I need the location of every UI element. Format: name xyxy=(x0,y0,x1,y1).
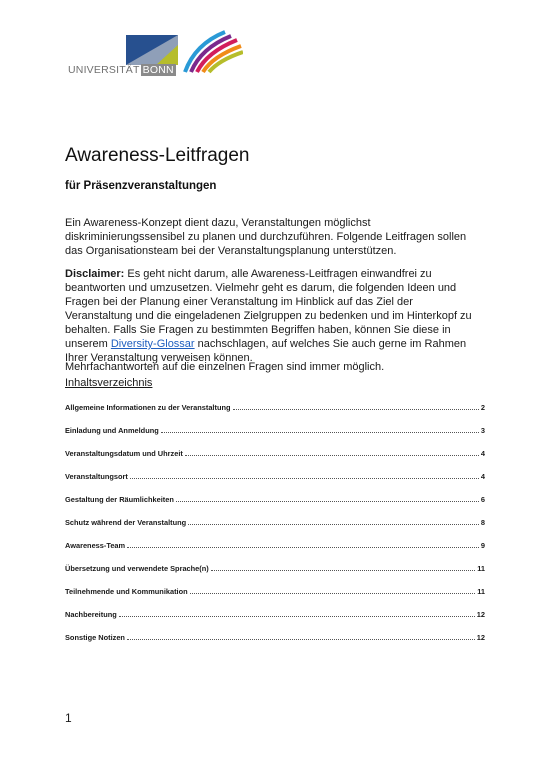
toc-dot-leader xyxy=(190,592,476,594)
logo-square-mark-icon xyxy=(126,35,178,65)
toc-item[interactable] xyxy=(65,470,485,481)
toc-item-page: 12 xyxy=(476,633,485,642)
logo-wordmark xyxy=(68,64,176,76)
intro-paragraph: Ein Awareness-Konzept dient dazu, Veranstaltungen möglichst diskriminierungssensibel zu planen und durchzuführen. Folgende Leitfragen sollen das Organisationsteam bei der Veranstaltungsplanung unterstützen. xyxy=(65,217,467,257)
toc-item-page: 8 xyxy=(480,518,485,527)
toc-item-page: 12 xyxy=(476,610,485,619)
toc-item-label: Allgemeine Informationen zu der Veranstaltung xyxy=(65,403,231,412)
toc-dot-leader xyxy=(127,546,479,548)
toc-item-label: Veranstaltungsort xyxy=(65,472,128,481)
toc-item[interactable] xyxy=(65,539,485,550)
logo-university-text: UNIVERSITÄT xyxy=(68,64,140,76)
toc-item-label: Awareness-Team xyxy=(65,541,126,550)
toc-item[interactable] xyxy=(65,631,485,642)
toc-dot-leader xyxy=(161,431,479,433)
toc-item[interactable] xyxy=(65,562,485,573)
toc-dot-leader xyxy=(233,408,479,410)
toc-dot-leader xyxy=(188,523,479,525)
logo-colored-arcs-icon xyxy=(181,30,243,74)
page-number: 1 xyxy=(65,711,72,725)
toc-item[interactable] xyxy=(65,493,485,504)
toc-dot-leader xyxy=(176,500,479,502)
toc-item[interactable] xyxy=(65,608,485,619)
toc-dot-leader xyxy=(211,569,475,571)
disclaimer-text-start: Es geht nicht darum, alle Awareness-Leitfragen einwandfrei zu beantworten und umzusetzen. Vielmehr geht es darum, die folgenden Ideen und Fragen bei der Planung einer Veranstaltung im Hinblick auf das Ziel der Veranstaltung und die eingeladenen Zielgruppen zu bedenken und im Hinterkopf zu behalten. Falls Sie Fragen zu bestimmten Begriffen haben, können Sie diese in unserem xyxy=(65,268,472,350)
toc-item-page: 6 xyxy=(480,495,485,504)
toc-item-page: 4 xyxy=(480,449,485,458)
toc-item[interactable] xyxy=(65,585,485,596)
disclaimer-paragraph xyxy=(65,267,477,365)
toc-dot-leader xyxy=(127,638,475,640)
toc-item-page: 4 xyxy=(480,472,485,481)
toc-item-label: Übersetzung und verwendete Sprache(n) xyxy=(65,564,209,573)
toc-item-label: Gestaltung der Räumlichkeiten xyxy=(65,495,174,504)
table-of-contents xyxy=(65,401,485,654)
toc-item-label: Sonstige Notizen xyxy=(65,633,125,642)
toc-item-page: 2 xyxy=(480,403,485,412)
toc-heading: Inhaltsverzeichnis xyxy=(65,377,153,389)
disclaimer-label: Disclaimer: xyxy=(65,268,125,280)
toc-item-page: 3 xyxy=(480,426,485,435)
toc-dot-leader xyxy=(185,454,479,456)
toc-item-label: Schutz während der Veranstaltung xyxy=(65,518,187,527)
toc-item-label: Nachbereitung xyxy=(65,610,117,619)
toc-item[interactable] xyxy=(65,447,485,458)
toc-item-label: Teilnehmende und Kommunikation xyxy=(65,587,188,596)
toc-item-label: Einladung und Anmeldung xyxy=(65,426,159,435)
toc-dot-leader xyxy=(119,615,475,617)
toc-item-page: 9 xyxy=(480,541,485,550)
diversity-glossar-link[interactable]: Diversity-Glossar xyxy=(110,338,195,350)
toc-item[interactable] xyxy=(65,424,485,435)
multi-answer-note: Mehrfachantworten auf die einzelnen Fragen sind immer möglich. xyxy=(65,361,385,373)
university-logo xyxy=(68,30,248,80)
toc-item-label: Veranstaltungsdatum und Uhrzeit xyxy=(65,449,183,458)
toc-item[interactable] xyxy=(65,516,485,527)
toc-item[interactable] xyxy=(65,401,485,412)
toc-item-page: 11 xyxy=(477,564,485,573)
disclaimer-text-end: nachschlagen, auf welches Sie auch gerne im Rahmen Ihrer Veranstaltung verweisen können. xyxy=(65,338,467,364)
logo-city-text: BONN xyxy=(142,64,174,76)
toc-item-page: 11 xyxy=(477,587,485,596)
toc-dot-leader xyxy=(130,477,479,479)
document-subtitle: für Präsenzveranstaltungen xyxy=(65,180,217,192)
document-title: Awareness-Leitfragen xyxy=(65,145,250,166)
